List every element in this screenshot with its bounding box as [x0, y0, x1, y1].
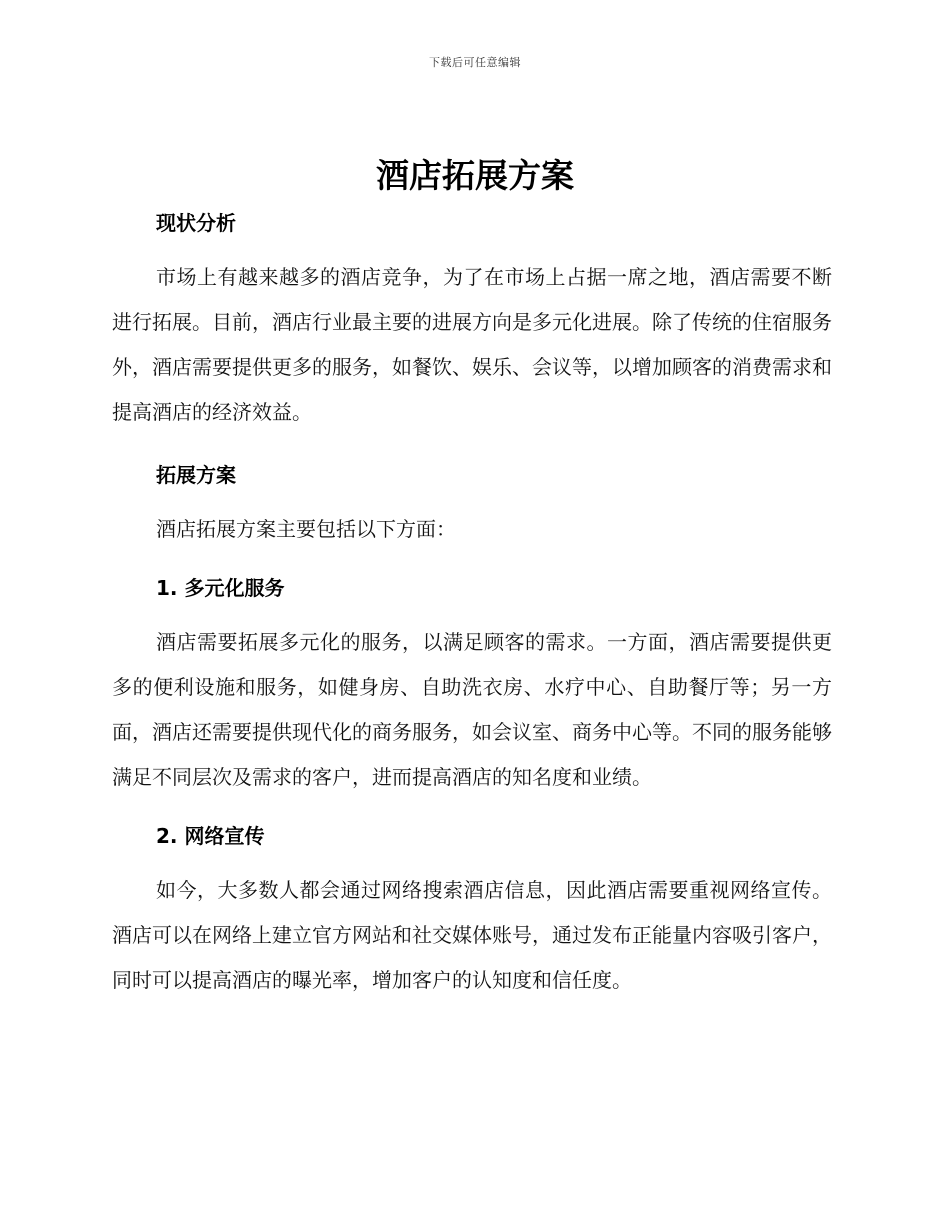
section-heading-status-analysis: 现状分析 [156, 211, 236, 235]
section-paragraph-expansion-plan: 酒店拓展方案主要包括以下方面： [156, 517, 456, 541]
document-title: 酒店拓展方案 [376, 156, 574, 195]
page-header-note: 下载后可任意编辑 [429, 56, 521, 69]
section-paragraph-online-promotion: 如今，大多数人都会通过网络搜索酒店信息，因此酒店需要重视网络宣传。酒店可以在网络上建立官方网站和社交媒体账号，通过发布正能量内容吸引客户，同时可以提高酒店的曝光率，增加客户的认知度和信任度。 [112, 878, 832, 992]
document-body [112, 201, 832, 1003]
section-heading-online-promotion: 2. 网络宣传 [156, 824, 265, 848]
section-heading-diversified-services: 1. 多元化服务 [156, 576, 285, 600]
section-heading-expansion-plan: 拓展方案 [156, 463, 236, 487]
section-paragraph-status-analysis: 市场上有越来越多的酒店竞争，为了在市场上占据一席之地，酒店需要不断进行拓展。目前，酒店行业最主要的进展方向是多元化进展。除了传统的住宿服务外，酒店需要提供更多的服务，如餐饮、娱乐、会议等，以增加顾客的消费需求和提高酒店的经济效益。 [112, 265, 832, 424]
section-paragraph-diversified-services: 酒店需要拓展多元化的服务，以满足顾客的需求。一方面，酒店需要提供更多的便利设施和服务，如健身房、自助洗衣房、水疗中心、自助餐厅等；另一方面，酒店还需要提供现代化的商务服务，如会议室、商务中心等。不同的服务能够满足不同层次及需求的客户，进而提高酒店的知名度和业绩。 [112, 630, 832, 789]
